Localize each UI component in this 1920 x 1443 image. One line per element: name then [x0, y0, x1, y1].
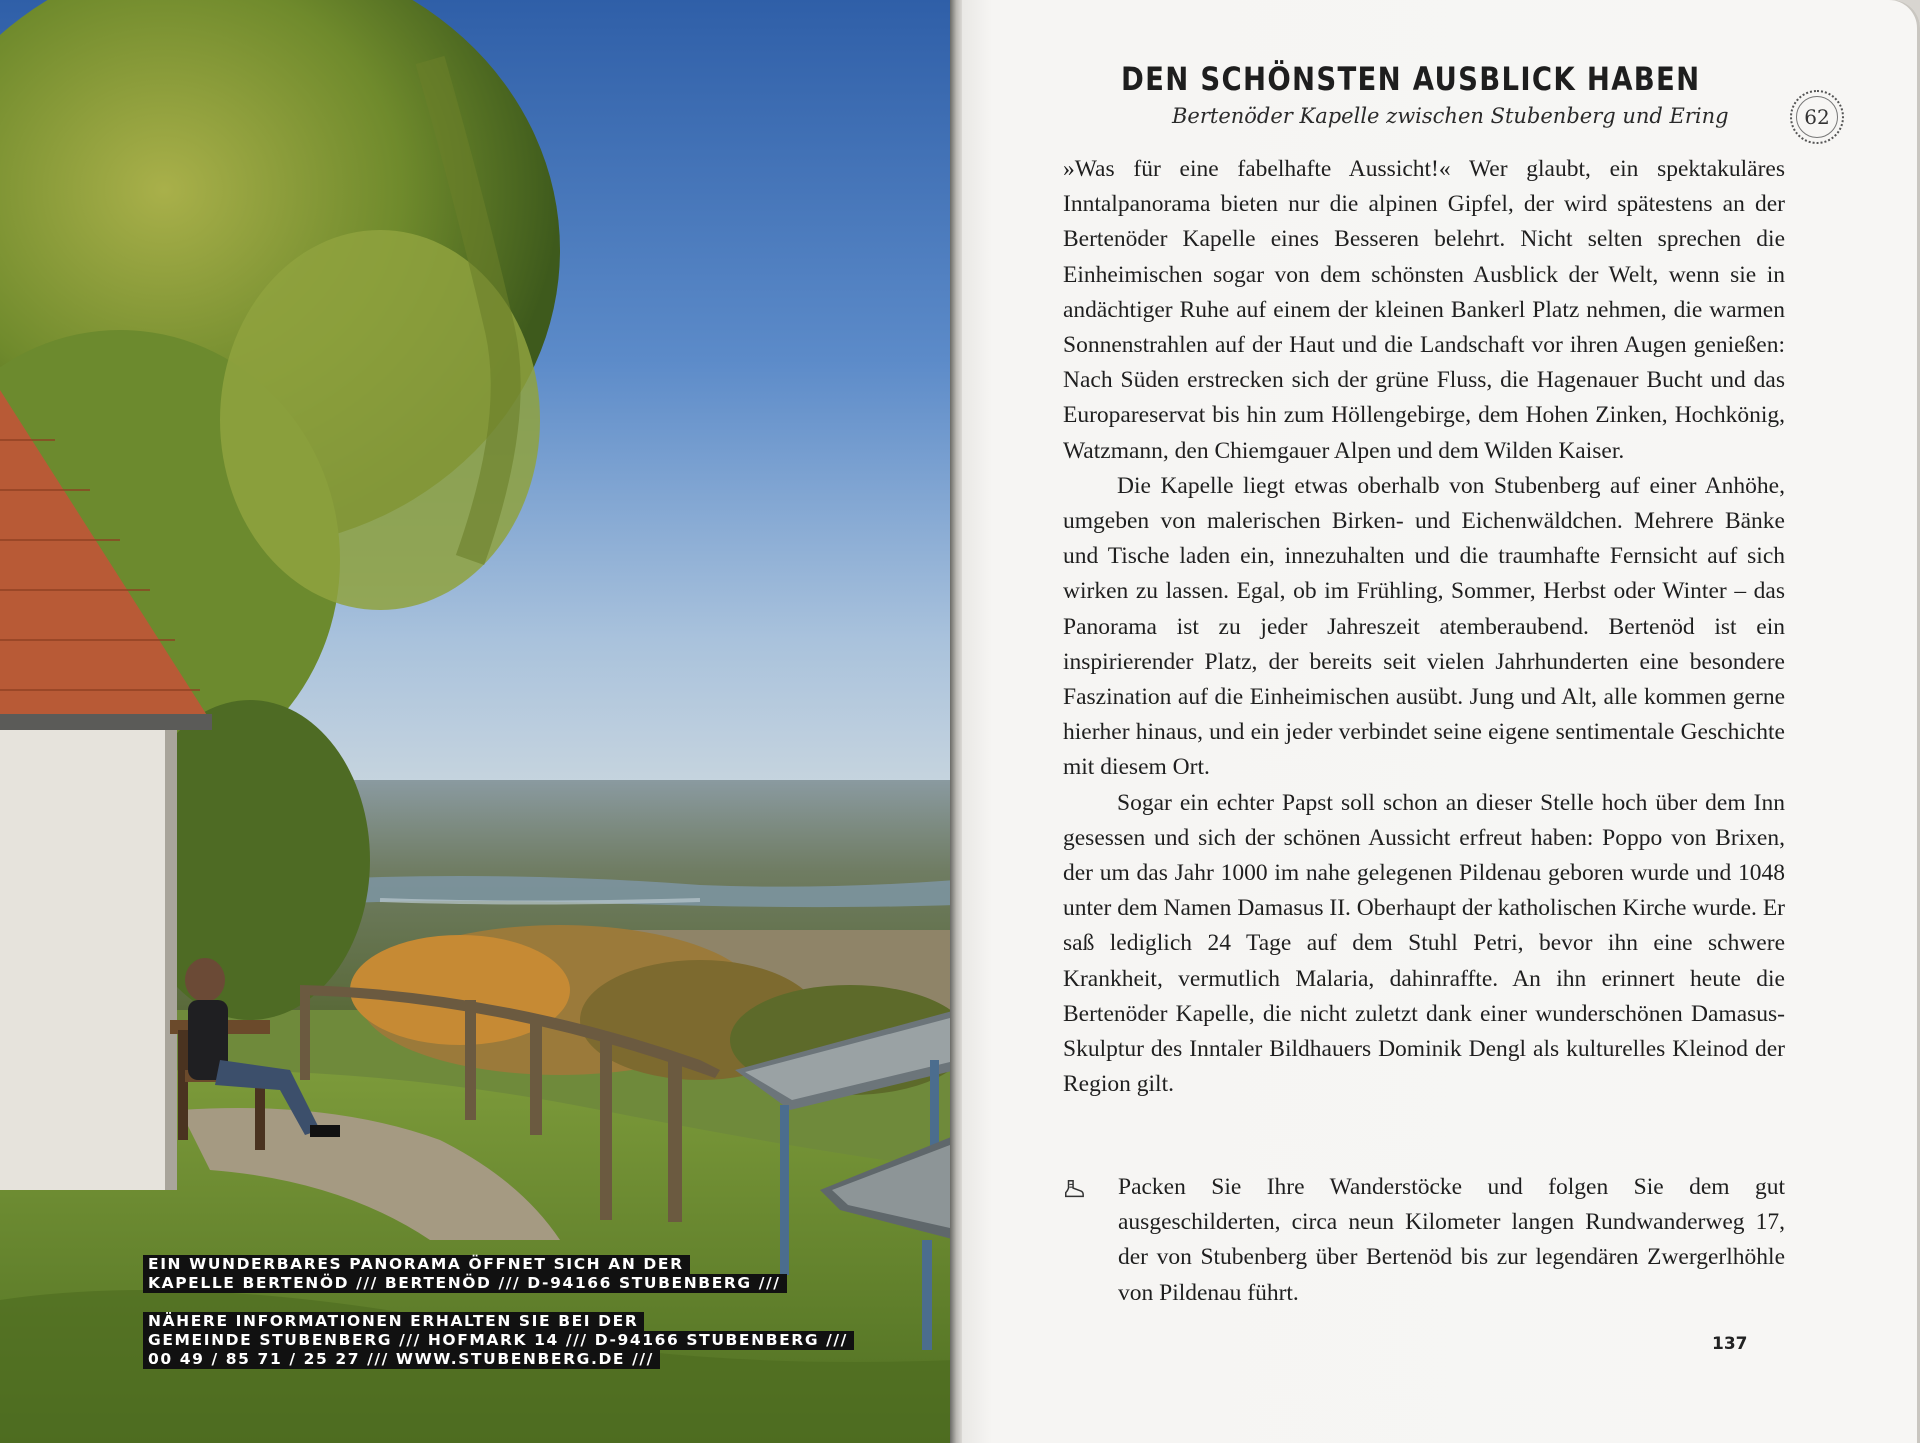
- page-title: DEN SCHÖNSTEN AUSBLICK HABEN: [1121, 60, 1701, 98]
- caption-line: EIN WUNDERBARES PANORAMA ÖFFNET SICH AN DER: [143, 1255, 690, 1274]
- seated-woman: [185, 958, 225, 1002]
- paragraph: »Was für eine fabelhafte Aussicht!« Wer glaubt, ein spektakuläres Inntalpanorama bieten nur die alpinen Gipfel, der wird spätestens an der Bertenöder Kapelle eines Besseren belehrt. Nicht selten sprechen die Einheimischen sogar von dem schönsten Ausblick der Welt, wenn sie in andächtiger Ruhe auf einem der kleinen Bankerl Platz nehmen, die warmen Sonnenstrahlen auf der Haut und die Landschaft vor ihren Augen genießen: Nach Süden erstrecken sich der grüne Fluss, die Hagenauer Bucht und das Europareservat bis hin zum Höllengebirge, dem Hohen Zinken, Hochkönig, Watzmann, den Chiemgauer Alpen und dem Wilden Kaiser.: [1063, 156, 1785, 464]
- caption-line: NÄHERE INFORMATIONEN ERHALTEN SIE BEI DER: [143, 1312, 644, 1331]
- hiking-tip: [1063, 1170, 1785, 1311]
- left-page-photo: [0, 0, 956, 1443]
- tour-number-badge: 62: [1790, 90, 1844, 144]
- paragraph: Die Kapelle liegt etwas oberhalb von Stubenberg auf einer Anhöhe, umgeben von malerischen Birken- und Eichenwäldchen. Mehrere Bänke und Tische laden ein, innezuhalten und die traumhafte Fernsicht auf sich wirken zu lassen. Egal, ob im Frühling, Sommer, Herbst oder Winter – das Panorama ist zu jeder Jahreszeit atemberaubend. Bertenöd ist ein inspirierender Platz, der bereits seit vielen Jahrhunderten eine besondere Faszination auf die Einheimischen ausübt. Jung und Alt, alle kommen gerne hierher hinaus, und ein jeder verbindet seine eigene sentimentale Geschichte mit diesem Ort.: [1063, 472, 1785, 781]
- landscape-photo: [0, 0, 956, 1443]
- paragraph: Sogar ein echter Papst soll schon an dieser Stelle hoch über dem Inn gesessen und sich der schönen Aussicht erfreut haben: Poppo von Brixen, der um das Jahr 1000 im nahe gelegenen Pildenau geboren wurde und 1048 unter dem Namen Damasus II. Oberhaupt der katholischen Kirche wurde. Er saß lediglich 24 Tage auf dem Stuhl Petri, bevor ihn eine schwere Krankheit, vermutlich Malaria, dahinraffte. An ihn erinnert heute die Bertenöder Kapelle, die nicht zuletzt dank einer wunderschönen Damasus-Skulptur des Inntaler Bildhauers Dominik Dengl als kulturelles Kleinod der Region gilt.: [1063, 789, 1785, 1098]
- right-page-text: [962, 0, 1920, 1443]
- caption-line: GEMEINDE STUBENBERG /// HOFMARK 14 /// D-94166 STUBENBERG ///: [143, 1331, 854, 1350]
- photo-caption-location: [143, 1255, 787, 1293]
- caption-line: KAPELLE BERTENÖD /// BERTENÖD /// D-94166 STUBENBERG ///: [143, 1274, 787, 1293]
- tip-text: Packen Sie Ihre Wanderstöcke und folgen Sie dem gut ausgeschilderten, circa neun Kilometer langen Rundwanderweg 17, der von Stubenberg über Bertenöd bis zur legendären Zwergerlhöhle von Pildenau führt.: [1118, 1174, 1785, 1306]
- page-number: 137: [1712, 1334, 1748, 1354]
- article-body: [1063, 152, 1785, 1102]
- chapel-wall: [0, 720, 175, 1190]
- photo-caption-contact: [143, 1312, 854, 1369]
- hiking-boot-icon: [1063, 1178, 1085, 1200]
- page-subtitle: Bertenöder Kapelle zwischen Stubenberg und Ering: [1172, 104, 1729, 128]
- caption-line: 00 49 / 85 71 / 25 27 /// WWW.STUBENBERG.DE ///: [143, 1350, 660, 1369]
